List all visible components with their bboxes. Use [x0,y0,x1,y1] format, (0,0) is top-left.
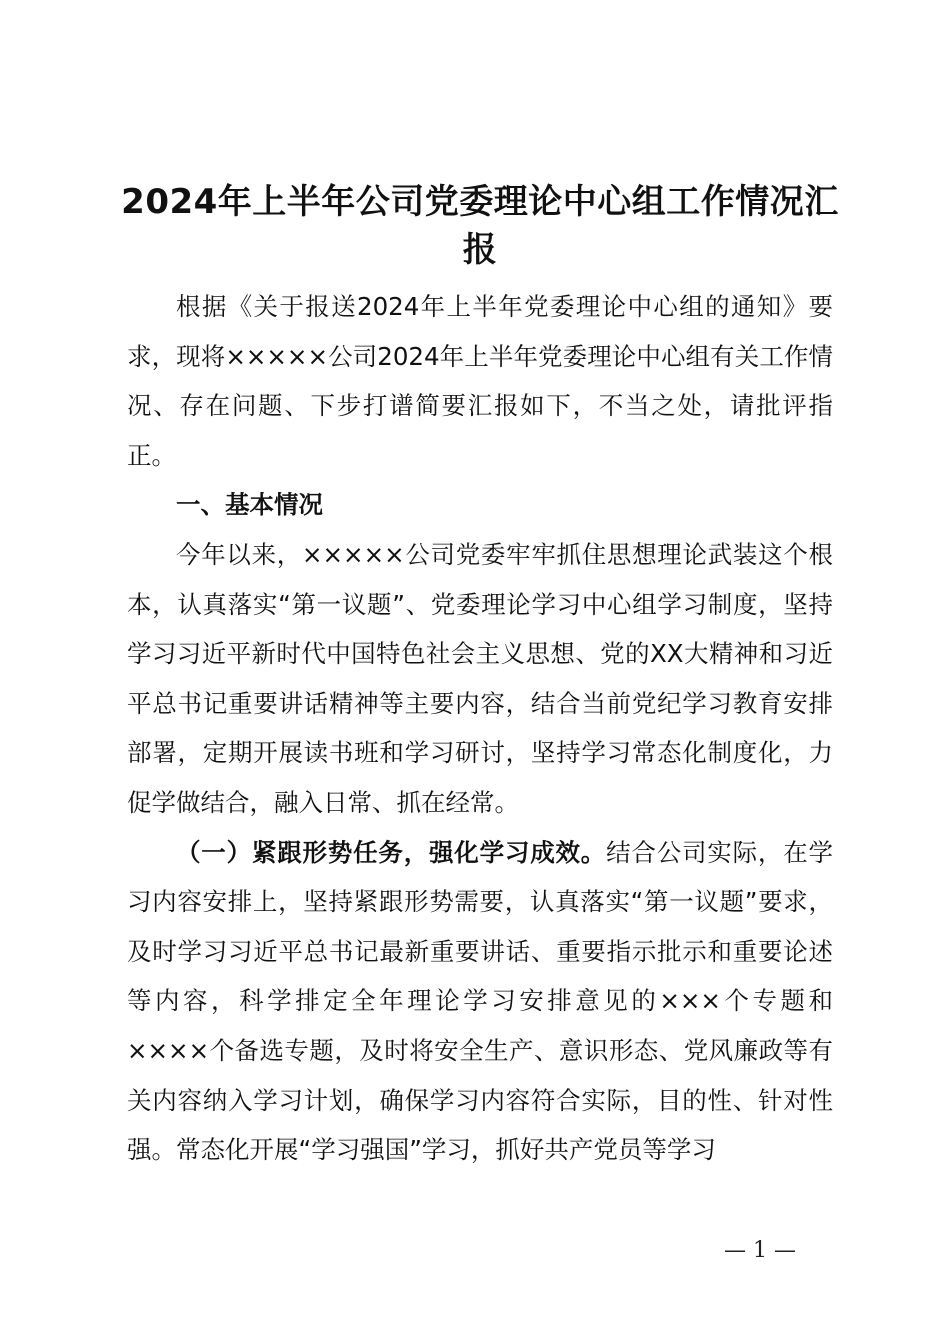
document-body [127,282,833,1175]
intro-paragraph: 根据《关于报送2024年上半年党委理论中心组的通知》要求，现将×××××公司2024年上半年党委理论中心组有关工作情况、存在问题、下步打谱简要汇报如下，不当之处，请批评指正。 [127,292,833,470]
subsection-1-body: 结合公司实际，在学习内容安排上，坚持紧跟形势需要，认真落实“第一议题”要求，及时学习习近平总书记最新重要讲话、重要指示批示和重要论述等内容，科学排定全年理论学习安排意见的×××个专题和××××个备选专题，及时将安全生产、意识形态、党风廉政等有关内容纳入学习计划，确保学习内容符合实际，目的性、针对性强。常态化开展“学习强国”学习，抓好共产党员等学习 [127,837,834,1165]
section-heading-basic: 一、基本情况 [176,490,323,520]
document-title: 2024年上半年公司党委理论中心组工作情况汇报 [121,182,839,270]
subsection-1-paragraph [127,828,833,1175]
subsection-1-lead: （一）紧跟形势任务，强化学习成效。 [176,837,607,867]
page-number: — 1 — [724,1238,796,1263]
section-basic-paragraph: 今年以来，×××××公司党委牢牢抓住思想理论武装这个根本，认真落实“第一议题”、党委理论学习中心组学习制度，坚持学习习近平新时代中国特色社会主义思想、党的XX大精神和习近平总书记重要讲话精神等主要内容，结合当前党纪学习教育安排部署，定期开展读书班和学习研讨，坚持学习常态化制度化，力促学做结合，融入日常、抓在经常。 [127,539,833,817]
